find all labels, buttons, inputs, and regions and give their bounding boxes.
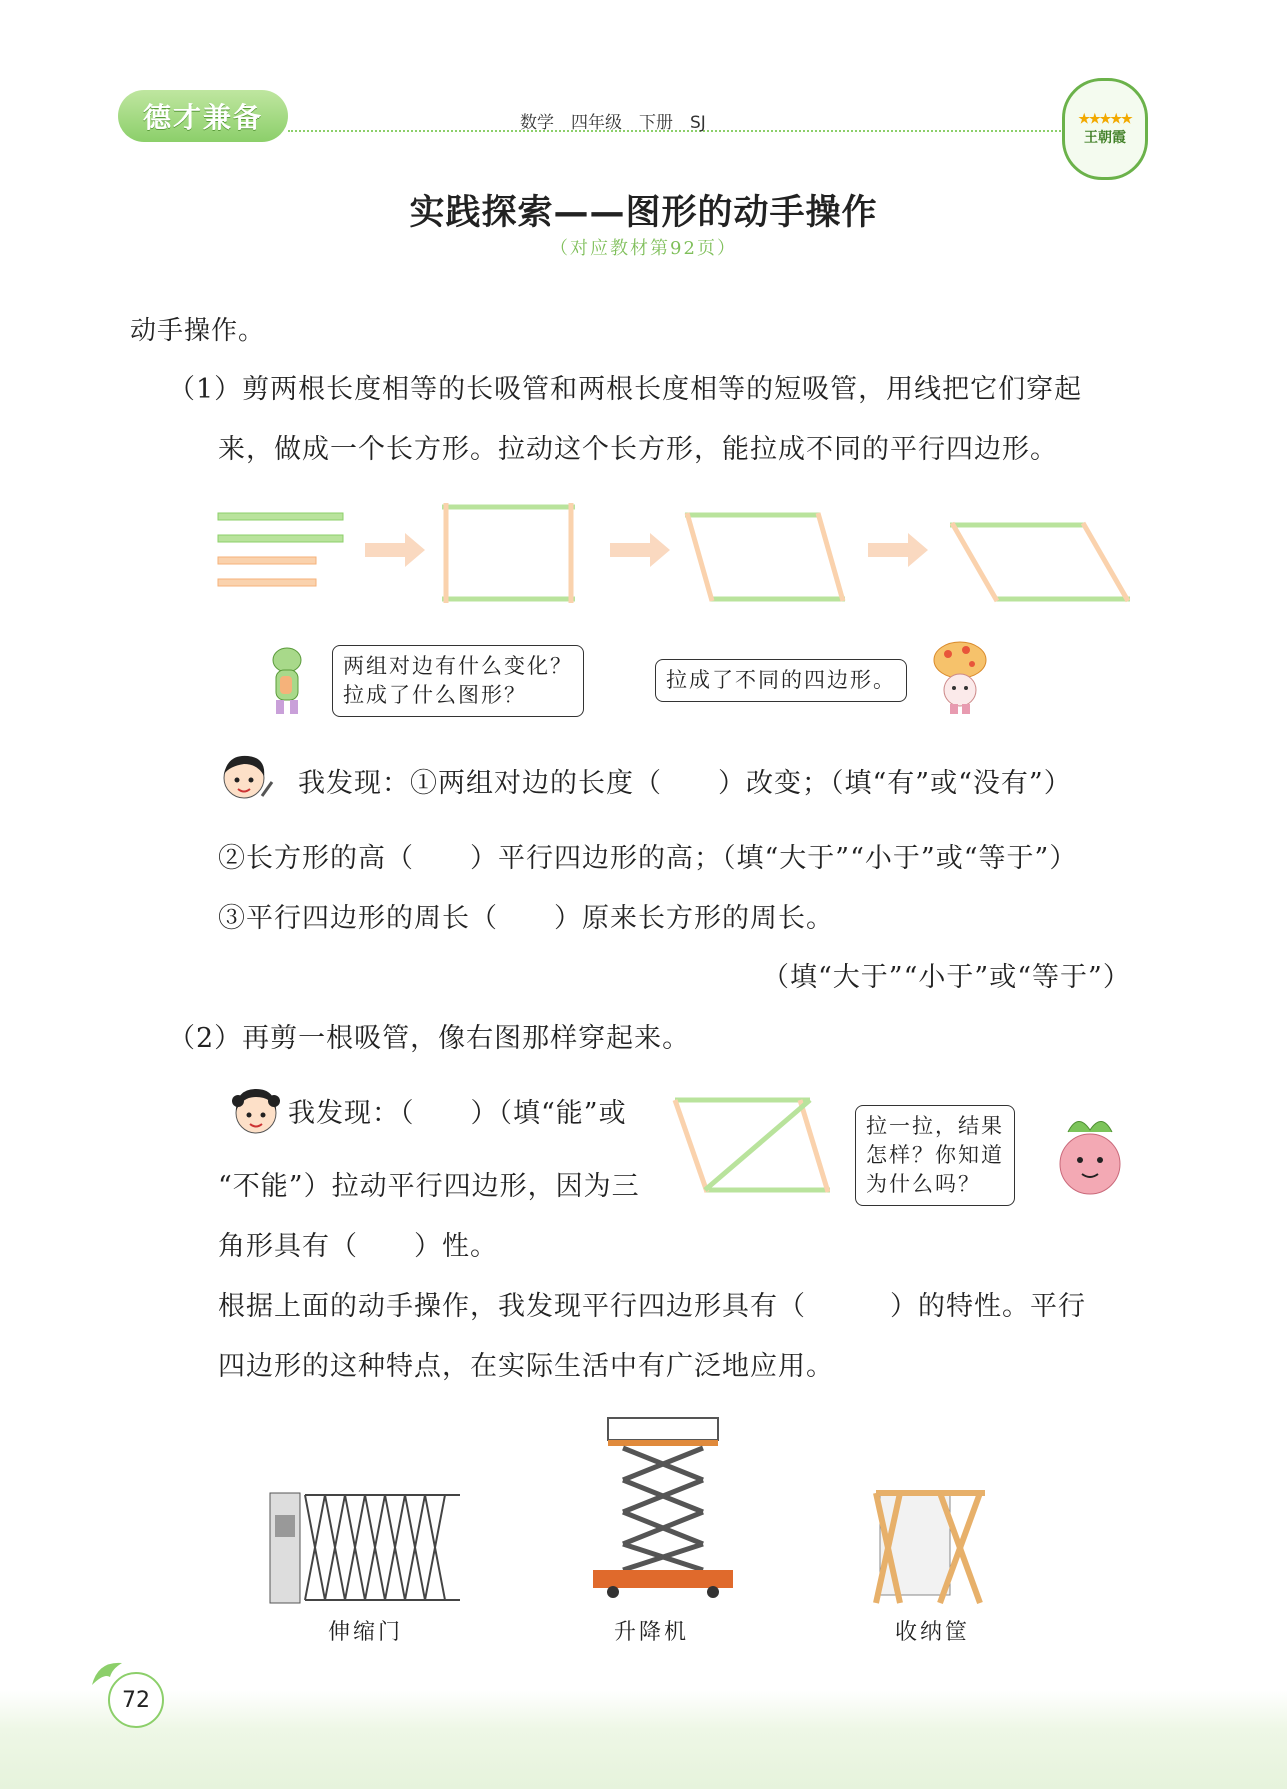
arrow-icon <box>365 533 928 567</box>
parallelogram-shape-2 <box>950 523 1130 601</box>
conclusion-line1: 根据上面的动手操作，我发现平行四边形具有（ ）的特性。平行 <box>218 1291 1086 1322</box>
finding-3-hint: （填“大于”“小于”或“等于”） <box>762 962 1131 993</box>
bubble-radish-line2: 怎样？你知道 <box>866 1143 1004 1167</box>
conclusion-line2: 四边形的这种特点，在实际生活中有广泛地应用。 <box>218 1351 834 1382</box>
bubble-left-line1: 两组对边有什么变化？ <box>343 654 573 678</box>
retractable-gate-image <box>265 1485 465 1610</box>
speech-bubble-radish <box>855 1105 1015 1206</box>
bubble-radish-line3: 为什么吗？ <box>866 1172 981 1196</box>
caption-scissor-lift: 升降机 <box>614 1620 690 1645</box>
course-label: 数学 四年级 下册 SJ <box>520 113 706 133</box>
speech-bubble-right: 拉成了不同的四边形。 <box>655 659 907 702</box>
finding-c: 角形具有（ ）性。 <box>218 1231 498 1262</box>
bubble-radish-line1: 拉一拉，结果 <box>866 1114 1004 1138</box>
page-title: 实践探索——图形的动手操作 <box>409 193 878 233</box>
speech-bubble-left <box>332 645 584 717</box>
braced-parallelogram-diagram <box>660 1085 830 1205</box>
mushroom-character-icon <box>930 638 990 718</box>
stars-icon: ★★★★★ <box>1078 111 1132 127</box>
radish-character-icon <box>1048 1112 1132 1200</box>
footer-band <box>0 1690 1287 1789</box>
rectangle-shape <box>442 503 575 603</box>
girl-character-icon <box>228 1085 284 1147</box>
brand-logo: 德才兼备 <box>118 90 288 142</box>
storage-basket-image <box>870 1485 995 1610</box>
section-heading: 动手操作。 <box>130 316 266 346</box>
finding-b: “不能”）拉动平行四边形，因为三 <box>218 1171 640 1202</box>
finding-1: 我发现：①两组对边的长度（ ）改变；（填“有”或“没有”） <box>298 768 1072 799</box>
page-subtitle: （对应教材第92页） <box>550 238 737 259</box>
page-number: 72 <box>108 1672 164 1728</box>
finding-a: 我发现：（ ）（填“能”或 <box>288 1098 627 1129</box>
dinosaur-character-icon <box>262 640 312 720</box>
finding-2: ②长方形的高（ ）平行四边形的高；（填“大于”“小于”或“等于”） <box>218 843 1078 874</box>
straw-diagram <box>210 495 1160 615</box>
part1-line2: 来，做成一个长方形。拉动这个长方形，能拉成不同的平行四边形。 <box>218 434 1058 465</box>
boy-character-icon <box>218 752 276 814</box>
finding-3: ③平行四边形的周长（ ）原来长方形的周长。 <box>218 903 834 934</box>
author-seal <box>1062 78 1148 180</box>
parallelogram-shape-1 <box>685 513 845 601</box>
part2-line1: （2）再剪一根吸管，像右图那样穿起来。 <box>168 1023 691 1054</box>
seal-text: 王朝霞 <box>1084 129 1126 146</box>
scissor-lift-image <box>588 1410 738 1600</box>
straws-group <box>218 513 343 586</box>
part1-line1: （1）剪两根长度相等的长吸管和两根长度相等的短吸管，用线把它们穿起 <box>168 374 1083 405</box>
caption-retractable-gate: 伸缩门 <box>328 1620 404 1645</box>
caption-storage-basket: 收纳筐 <box>895 1620 971 1645</box>
bubble-left-line2: 拉成了什么图形？ <box>343 683 527 707</box>
